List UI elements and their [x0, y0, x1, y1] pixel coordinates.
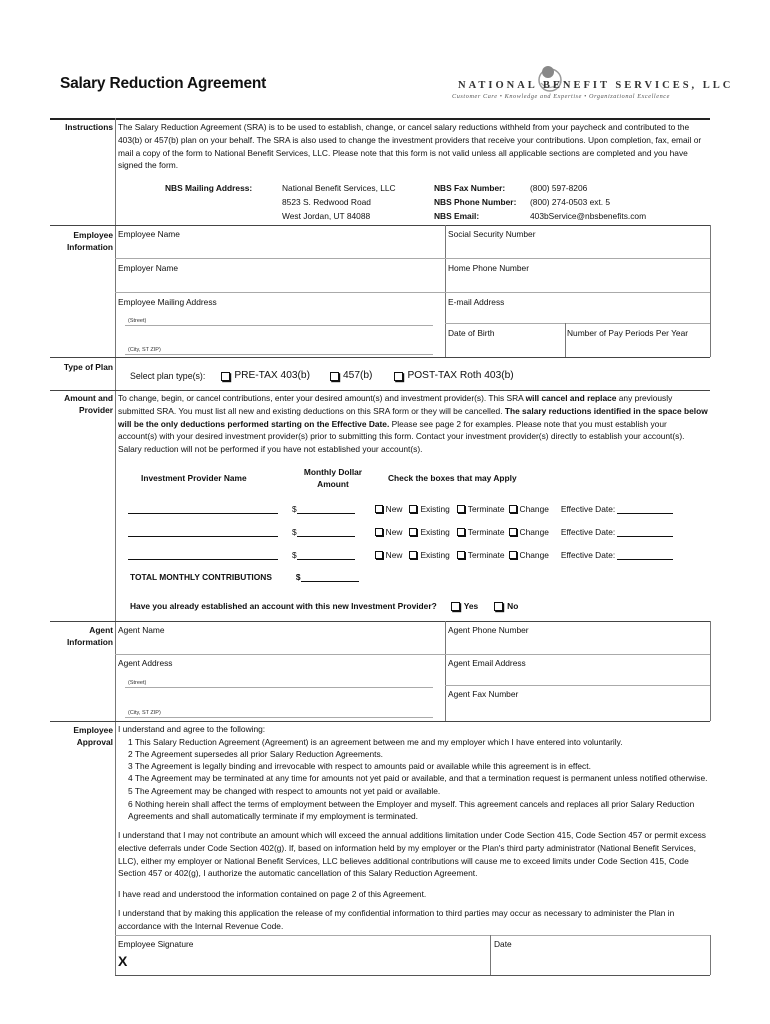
provider-instructions: To change, begin, or cancel contributions, enter your desired amount(s) and investment provider(s). This SRA will cancel and replace any previously submitted SRA. You must list all new and existing deductions on this SRA form or they will be cancelled. The salary reductions identified in the space below will be the only deductions performed starting on the Effective Date. Please see page 2 for examples. Please note that you must establish your account(s) with your desired investment provider(s) prior to submitting this form. Contact your investment provider(s) directly to establish your account(s). Salary reduction will not be performed if you have not established your account(s). [118, 393, 708, 455]
agent-information-label: Agent Information [66, 625, 113, 647]
terminate-checkbox[interactable] [457, 505, 465, 513]
provider-row: $ New Existing Terminate Change Effective Date: [128, 550, 673, 560]
provider-name-input[interactable] [128, 505, 278, 514]
home-phone-field[interactable]: Home Phone Number [448, 263, 529, 273]
roth-403b-checkbox[interactable] [394, 372, 403, 381]
agent-city-caption: (City, ST ZIP) [128, 710, 161, 716]
city-caption: (City, ST ZIP) [128, 347, 161, 353]
terminate-checkbox[interactable] [457, 528, 465, 536]
pre-tax-403b-label: PRE-TAX 403(b) [234, 370, 310, 381]
instructions-label: Instructions [65, 122, 113, 132]
page-title: Salary Reduction Agreement [60, 75, 267, 92]
mailing-address-line2: 8523 S. Redwood Road [282, 197, 371, 207]
new-checkbox[interactable] [375, 551, 383, 559]
email-value: 403bService@nbsbenefits.com [530, 211, 647, 221]
approval-item-6: 6 Nothing herein shall affect the terms of employment between the Employer and myself. This agreement cancels and replaces all prior Salary Reduction [128, 799, 695, 809]
change-checkbox[interactable] [509, 528, 517, 536]
provider-name-input[interactable] [128, 528, 278, 537]
new-checkbox[interactable] [375, 528, 383, 536]
pre-tax-403b-checkbox[interactable] [221, 372, 230, 381]
limit-paragraph: I understand that I may not contribute an amount which will exceed the annual additions limitation under Code Section 415, Code Section 457 or permit excess elective deferrals under Code Section 402(g). If, based on information held by my employer or the Plan's third party administrator (National Benefit Services, LLC), either my employer or National Benefit Services, LLC believes additional contributions will cause me to exceed limits under Code Section 415, Code Section 457 or 402(g), I authorize the automatic cancellation of this Salary Reduction Agreement. [118, 830, 706, 879]
date-label: Date [494, 939, 512, 949]
type-of-plan-label: Type of Plan [63, 362, 113, 372]
logo-tagline: Customer Care • Knowledge and Expertise • Organizational Excellence [452, 93, 670, 100]
provider-name-input[interactable] [128, 551, 278, 560]
date-of-birth-field[interactable]: Date of Birth [448, 328, 495, 338]
change-checkbox[interactable] [509, 551, 517, 559]
total-amount-input[interactable] [301, 573, 359, 582]
effective-date-input[interactable] [617, 551, 673, 560]
existing-checkbox[interactable] [409, 528, 417, 536]
provider-row: $ New Existing Terminate Change Effective Date: [128, 527, 673, 537]
plan-select-prompt: Select plan type(s): [130, 370, 206, 381]
fax-value: (800) 597-8206 [530, 183, 588, 193]
effective-date-input[interactable] [617, 528, 673, 537]
approval-item-2: 2 The Agreement supersedes all prior Salary Reduction Agreements. [128, 749, 383, 759]
agent-street-caption: (Street) [128, 680, 147, 686]
instructions-text: The Salary Reduction Agreement (SRA) is to be used to establish, change, or cancel salary reductions withheld from your paycheck and contributed to the 403(b) or 457(b) plan on your behalf. The SRA is also used to change the investment providers that receive your contributions. Upon completion, fax, email or mail a copy of the form to National Benefit Services, LLC. Please note that this form is not valid unless all applicable sections are completed and you have signed the form. [118, 122, 702, 171]
email-label: NBS Email: [434, 211, 480, 221]
approval-item-1: 1 This Salary Reduction Agreement (Agreement) is an agreement between me and my employer which I have entered into voluntarily. [128, 737, 623, 747]
yes-checkbox[interactable] [451, 602, 460, 611]
col-monthly-amount: Monthly Dollar Amount [303, 467, 363, 489]
agent-fax-field[interactable]: Agent Fax Number [448, 689, 519, 699]
approval-item-3: 3 The Agreement is legally binding and irrevocable with respect to amounts paid or available while this agreement is in effect. [128, 761, 591, 771]
logo-company-name: NATIONAL BENEFIT SERVICES, LLC [458, 80, 734, 91]
employee-email-field[interactable]: E-mail Address [448, 297, 505, 307]
employer-name-field[interactable]: Employer Name [118, 263, 179, 273]
phone-label: NBS Phone Number: [434, 197, 517, 207]
existing-checkbox[interactable] [409, 505, 417, 513]
terminate-checkbox[interactable] [457, 551, 465, 559]
signature-field[interactable]: X [118, 953, 128, 969]
employee-mailing-address-field[interactable]: Employee Mailing Address [118, 297, 217, 307]
approval-item-4: 4 The Agreement may be terminated at any time for amounts not yet paid or available, and that a termination request is permanent unless notified otherwise. [128, 773, 708, 783]
amount-input[interactable] [297, 505, 355, 514]
457b-checkbox[interactable] [330, 372, 339, 381]
change-checkbox[interactable] [509, 505, 517, 513]
fax-label: NBS Fax Number: [434, 183, 506, 193]
existing-account-question: Have you already established an account with this new Investment Provider? [130, 601, 437, 611]
approval-item-5: 5 The Agreement may be changed with respect to amounts not yet paid or available. [128, 786, 441, 796]
col-investment-provider: Investment Provider Name [141, 473, 247, 483]
existing-checkbox[interactable] [409, 551, 417, 559]
mailing-address-label: NBS Mailing Address: [165, 183, 253, 193]
amount-input[interactable] [297, 551, 355, 560]
phone-value: (800) 274-0503 ext. 5 [530, 197, 611, 207]
ssn-field[interactable]: Social Security Number [448, 229, 536, 239]
read-page2-paragraph: I have read and understood the information contained on page 2 of this Agreement. [118, 889, 427, 899]
agent-phone-field[interactable]: Agent Phone Number [448, 625, 529, 635]
col-check-boxes: Check the boxes that may Apply [388, 473, 517, 483]
signature-label: Employee Signature [118, 939, 194, 949]
pay-periods-field[interactable]: Number of Pay Periods Per Year [567, 328, 689, 338]
no-checkbox[interactable] [494, 602, 503, 611]
effective-date-input[interactable] [617, 505, 673, 514]
release-paragraph: I understand that by making this application the release of my confidential information to third parties may occur as necessary to administer the Plan in accordance with the Internal Revenue Code. [118, 908, 675, 931]
employee-approval-label: Employee Approval [73, 725, 113, 747]
mailing-address-line1: National Benefit Services, LLC [282, 183, 396, 193]
approval-intro: I understand and agree to the following: [118, 724, 266, 734]
457b-label: 457(b) [343, 370, 373, 381]
agent-address-field[interactable]: Agent Address [118, 658, 173, 668]
total-contributions-label: TOTAL MONTHLY CONTRIBUTIONS [130, 572, 272, 582]
agent-name-field[interactable]: Agent Name [118, 625, 165, 635]
employee-information-label: Employee Information [66, 230, 113, 252]
employee-name-field[interactable]: Employee Name [118, 229, 180, 239]
amount-input[interactable] [297, 528, 355, 537]
provider-row: $ New Existing Terminate Change Effective Date: [128, 504, 673, 514]
approval-item-6-cont: Agreements and shall automatically terminate if my employment is terminated. [128, 811, 418, 821]
roth-403b-label: POST-TAX Roth 403(b) [407, 370, 514, 381]
agent-email-field[interactable]: Agent Email Address [448, 658, 526, 668]
mailing-address-line3: West Jordan, UT 84088 [282, 211, 371, 221]
street-caption: (Street) [128, 318, 147, 324]
amount-provider-label: Amount and Provider [64, 393, 113, 415]
new-checkbox[interactable] [375, 505, 383, 513]
